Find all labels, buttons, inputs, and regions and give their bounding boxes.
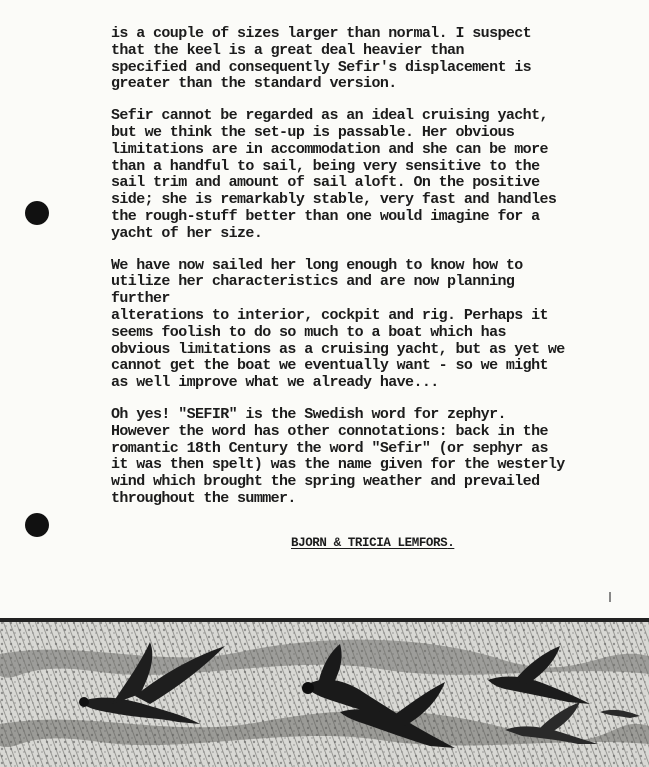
paragraph-3: We have now sailed her long enough to know how to utilize her characteristics and are now planning further alterations to interior, cockpit and rig. Perhaps it seems foolish to do so much to a boat which has obvious limitations as a cruising yacht, but as yet we cannot get the boat we eventually want - so we might as well improve what we already have... <box>111 256 565 392</box>
paragraph-4: Oh yes! "SEFIR" is the Swedish word for zephyr. However the word has other connotations: back in the romantic 18th Century the word "Sefir" (or sephyr as it was then spelt) was the name given for the westerly wind which brought the spring weather and prevailed throughout the summer. <box>111 405 565 507</box>
seabird-border-illustration <box>0 614 649 767</box>
paragraph-1: is a couple of sizes larger than normal. I suspect that the keel is a great deal heavier than specified and consequently Sefir's displacement is greater than the standard version. <box>111 25 532 93</box>
article-body <box>111 26 581 523</box>
binder-hole-bottom <box>25 513 49 537</box>
binder-hole-top <box>25 201 49 225</box>
signature-period: . <box>447 536 455 550</box>
page-mark <box>609 592 611 602</box>
paragraph-2: Sefir cannot be regarded as an ideal cruising yacht, but we think the set-up is passable. Her obvious limitations are in accommodation and she can be more than a handful to sail, being very sensitive to the sail trim and amount of sail aloft. On the positive side; she is remarkably stable, very fast and handles the rough-stuff better than one would imagine for a yacht of her size. <box>111 107 557 242</box>
border-top-rule <box>0 618 649 622</box>
signature-name: BJORN & TRICIA LEMFORS <box>291 536 448 550</box>
author-signature <box>291 536 454 550</box>
